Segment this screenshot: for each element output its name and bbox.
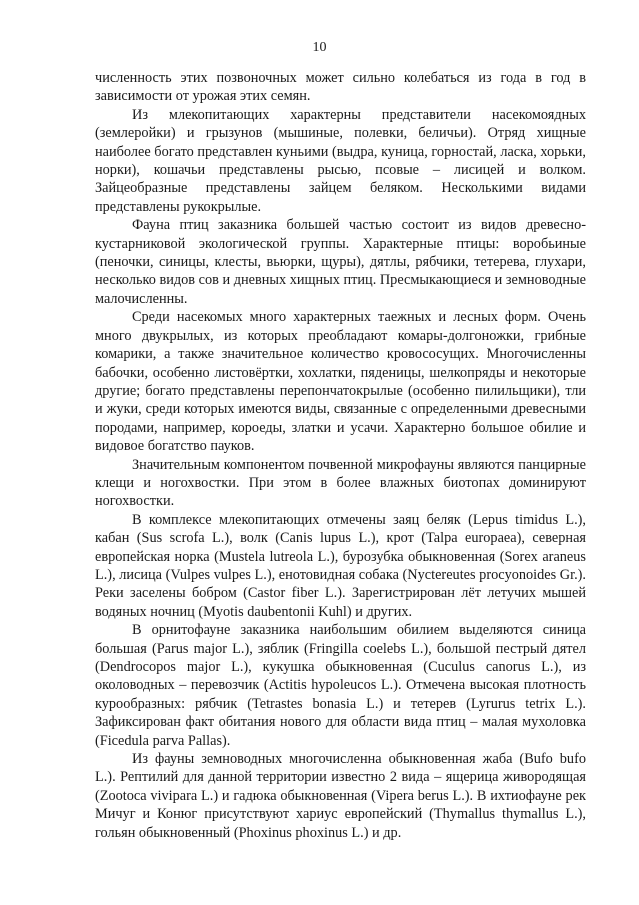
page-number: 10: [312, 40, 327, 55]
paragraph-mammals-species: В комплексе млекопитающих отмечены заяц беляк (Lepus timidus L.), кабан (Sus scrofa L.), волк (Canis lupus L.), крот (Talpa europaea), северная европейская норка (Mustela lutreola L.), бурозубка обыкновенная (Sorex araneus L.), лисица (Vulpes vulpes L.), енотовидная собака (Nyctereutes procyonoides Gr.). Реки заселены бобром (Castor fiber L.). Зарегистрирован лёт летучих мышей водяных ночниц (Myotis daubentonii Kuhl) и других.: [95, 511, 586, 620]
paragraph-mammals-overview: Из млекопитающих характерны представители насекомоядных (землеройки) и грызунов (мышиные, полевки, беличьи). Отряд хищные наиболее богато представлен куньими (выдра, куница, горностай, ласка, хорьки, норки), кошачьи представлены рысью, псовые – лисицей и волком. Зайцеобразные представлены зайцем беляком. Несколькими видами представлены рукокрылые.: [95, 106, 586, 215]
paragraph-insects: Среди насекомых много характерных таежных и лесных форм. Очень много двукрылых, из которых преобладают комары-долгоножки, грибные комарики, а также значительное количество кровососущих. Многочисленны бабочки, особенно листовёртки, хохлатки, пяденицы, шелкопряды и некоторые другие; богато представлены перепончатокрылые (особенно пилильщики), тли и жуки, среди которых имеются виды, связанные с определенными древесными породами, например, короеды, златки и усачи. Характерно большое обилие и видовое богатство пауков.: [95, 309, 586, 455]
paragraph-continued: численность этих позвоночных может сильно колебаться из года в год в зависимости от урожая этих семян.: [95, 70, 586, 105]
paragraph-amphibians-fish: Из фауны земноводных многочисленна обыкновенная жаба (Bufo bufo L.). Рептилий для данной территории известно 2 вида – ящерица живородящая (Zootoca vivipara L.) и гадюка обыкновенная (Vipera berus L.). В ихтиофауне рек Мичуг и Конюг присутствуют хариус европейский (Thymallus thymallus L.), гольян обыкновенный (Phoxinus phoxinus L.) и др.: [95, 751, 586, 841]
paragraph-birds-overview: Фауна птиц заказника большей частью состоит из видов древесно-кустарниковой экологической группы. Характерные птицы: воробьиные (пеночки, синицы, клесты, вьюрки, щуры), дятлы, рябчики, тетерева, глухари, несколько видов сов и дневных хищных птиц. Пресмыкающиеся и земноводные малочисленны.: [95, 217, 586, 307]
body-text: [95, 69, 586, 842]
paragraph-ornithofauna: В орнитофауне заказника наибольшим обилием выделяются синица большая (Parus major L.), зяблик (Fringilla coelebs L.), большой пестрый дятел (Dendrocopos major L.), кукушка обыкновенная (Cuculus canorus L.), из околоводных – перевозчик (Actitis hypoleucos L.). Отмечена высокая плотность курообразных: рябчик (Tetrastes bonasia L.) и тетерев (Lyrurus tetrix L.). Зафиксирован факт обитания нового для области вида птиц – малая мухоловка (Ficedula parva Pallas).: [95, 622, 586, 749]
paragraph-soil-microfauna: Значительным компонентом почвенной микрофауны являются панцирные клещи и ногохвостки. При этом в более влажных биотопах доминируют ногохвостки.: [95, 456, 586, 510]
